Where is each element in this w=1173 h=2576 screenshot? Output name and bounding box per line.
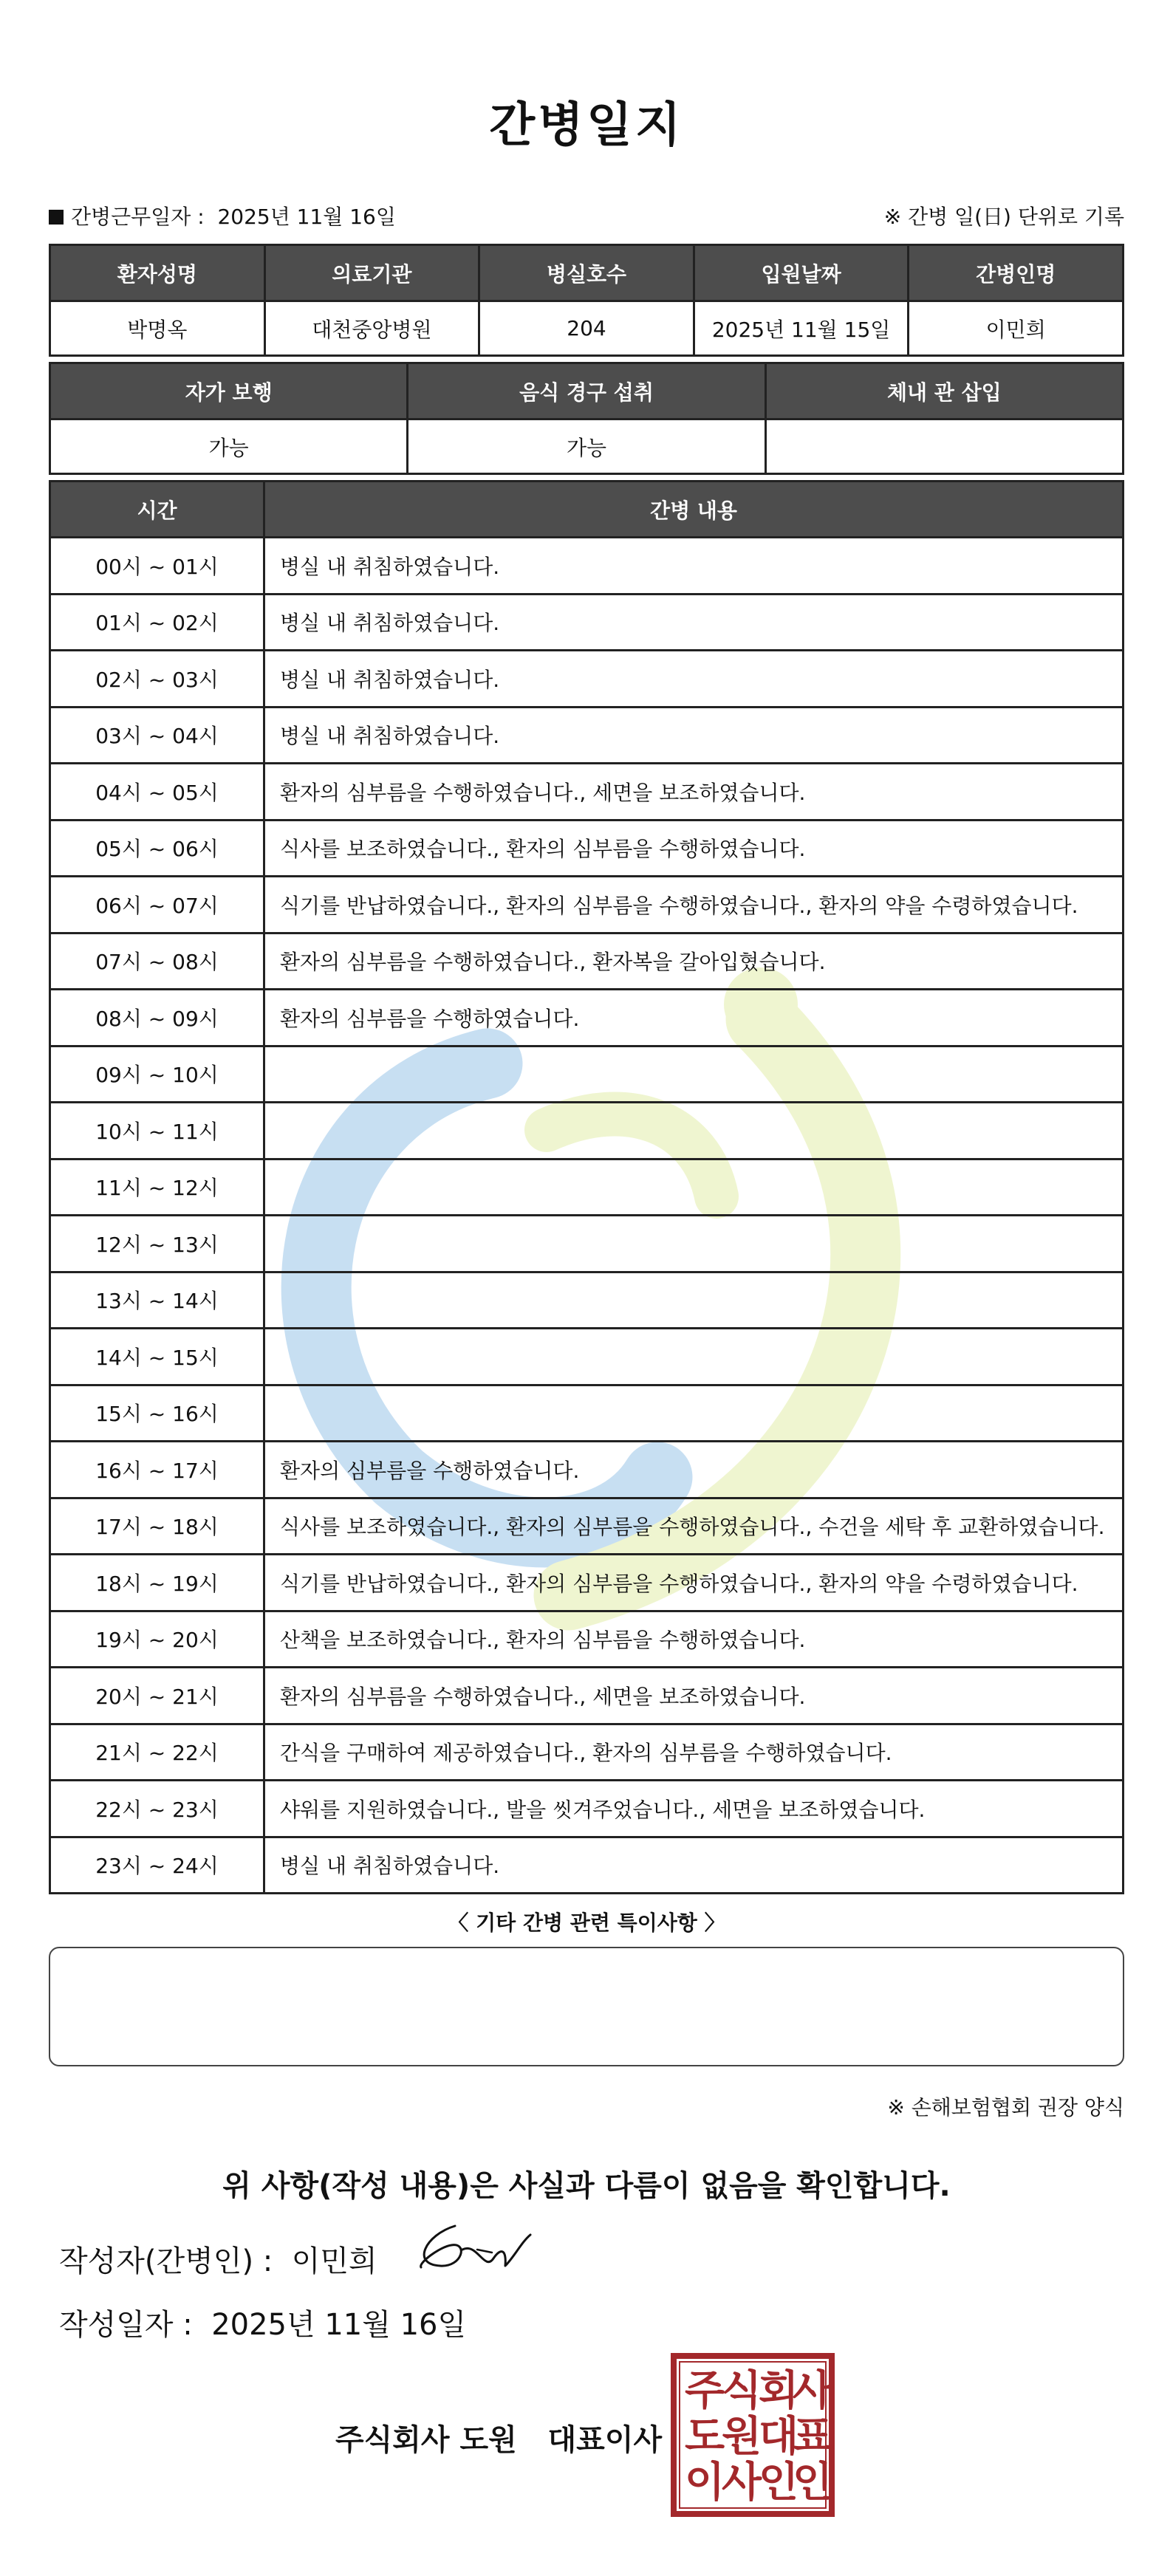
admission-date: 2025년 11월 15일 [694,301,909,356]
log-body [50,538,1124,1894]
log-time: 13시 ~ 14시 [50,1272,264,1329]
writer-label: 작성자(간병인) : [59,2244,273,2278]
log-content: 환자의 심부름을 수행하였습니다., 세면을 보조하였습니다. [264,764,1124,821]
header-patient-name: 환자성명 [50,245,265,301]
log-row [50,1385,1124,1442]
log-time: 20시 ~ 21시 [50,1668,264,1724]
log-content: 식기를 반납하였습니다., 환자의 심부름을 수행하였습니다., 환자의 약을 수령하였습니다. [264,877,1124,934]
status-header-row [50,363,1124,419]
log-row [50,1611,1124,1668]
log-time: 15시 ~ 16시 [50,1385,264,1442]
log-row [50,1272,1124,1329]
log-content [264,1159,1124,1216]
log-content: 병실 내 취침하였습니다. [264,651,1124,708]
log-content: 병실 내 취침하였습니다. [264,1837,1124,1894]
header-caregiver-name: 간병인명 [909,245,1124,301]
log-time: 06시 ~ 07시 [50,877,264,934]
oral-intake-value: 가능 [408,419,765,474]
log-time: 18시 ~ 19시 [50,1555,264,1611]
header-self-walking: 자가 보행 [50,363,408,419]
log-row [50,1159,1124,1216]
care-log-table [49,480,1124,1894]
page-title: 간병일지 [489,98,684,153]
patient-info-value-row [50,301,1124,356]
company-representative: 주식회사 도원 대표이사 [335,2423,663,2457]
log-row [50,1103,1124,1159]
log-content: 간식을 구매하여 제공하였습니다., 환자의 심부름을 수행하였습니다. [264,1724,1124,1781]
special-notes-box [49,1947,1124,2066]
log-content [264,1329,1124,1385]
patient-status-table [49,362,1124,475]
log-content: 샤워를 지원하였습니다., 발을 씻겨주었습니다., 세면을 보조하였습니다. [264,1781,1124,1837]
log-time: 02시 ~ 03시 [50,651,264,708]
log-time: 11시 ~ 12시 [50,1159,264,1216]
log-content [264,1216,1124,1272]
unit-note: ※ 간병 일(日) 단위로 기록 [883,205,1124,229]
log-time: 09시 ~ 10시 [50,1046,264,1103]
header-admission-date: 입원날짜 [694,245,909,301]
log-time: 14시 ~ 15시 [50,1329,264,1385]
svg-text:표: 표 [792,2413,833,2461]
header-room-number: 병실호수 [479,245,694,301]
log-row [50,594,1124,651]
room-number: 204 [479,301,694,356]
log-time: 21시 ~ 22시 [50,1724,264,1781]
log-row [50,1442,1124,1498]
svg-text:인: 인 [792,2459,833,2507]
header-oral-intake: 음식 경구 섭취 [408,363,765,419]
log-row [50,990,1124,1046]
log-row [50,1724,1124,1781]
written-date-label: 작성일자 : [59,2308,193,2342]
log-time: 10시 ~ 11시 [50,1103,264,1159]
log-time: 12시 ~ 13시 [50,1216,264,1272]
svg-text:도: 도 [684,2413,725,2461]
log-row [50,1216,1124,1272]
log-row [50,707,1124,764]
log-content: 환자의 심부름을 수행하였습니다. [264,1442,1124,1498]
patient-info-header-row [50,245,1124,301]
written-date-value: 2025년 11월 16일 [211,2308,467,2342]
log-row [50,933,1124,990]
company-seal [669,2351,836,2518]
work-date-label: 간병근무일자 : [71,205,205,229]
log-time: 23시 ~ 24시 [50,1837,264,1894]
log-time: 08시 ~ 09시 [50,990,264,1046]
special-notes-title: 〈 기타 간병 관련 특이사항 〉 [448,1911,725,1935]
header-tube-insertion: 체내 관 삽입 [765,363,1123,419]
log-content: 병실 내 취침하였습니다. [264,707,1124,764]
log-time: 03시 ~ 04시 [50,707,264,764]
log-time: 22시 ~ 23시 [50,1781,264,1837]
log-content [264,1385,1124,1442]
log-content: 병실 내 취침하였습니다. [264,538,1124,595]
log-time: 07시 ~ 08시 [50,933,264,990]
log-content [264,1046,1124,1103]
writer-name: 이민희 [291,2244,377,2278]
log-time: 01시 ~ 02시 [50,594,264,651]
caregiver-name: 이민희 [909,301,1124,356]
log-row [50,1668,1124,1724]
log-content: 병실 내 취침하였습니다. [264,594,1124,651]
writer-line [59,2238,377,2280]
log-content: 환자의 심부름을 수행하였습니다., 환자복을 갈아입혔습니다. [264,933,1124,990]
log-content [264,1103,1124,1159]
log-time: 00시 ~ 01시 [50,538,264,595]
log-row [50,877,1124,934]
log-time: 05시 ~ 06시 [50,820,264,877]
log-time: 04시 ~ 05시 [50,764,264,821]
svg-text:주: 주 [684,2367,725,2415]
log-row [50,1046,1124,1103]
log-row [50,820,1124,877]
log-row [50,538,1124,595]
log-row [50,1498,1124,1555]
log-content: 산책을 보조하였습니다., 환자의 심부름을 수행하였습니다. [264,1611,1124,1668]
svg-text:회: 회 [758,2367,799,2415]
status-value-row [50,419,1124,474]
log-header-row [50,482,1124,538]
header-time: 시간 [50,482,264,538]
log-time: 19시 ~ 20시 [50,1611,264,1668]
log-content: 식기를 반납하였습니다., 환자의 심부름을 수행하였습니다., 환자의 약을 수령하였습니다. [264,1555,1124,1611]
log-time: 17시 ~ 18시 [50,1498,264,1555]
svg-text:인: 인 [758,2459,799,2507]
log-content: 식사를 보조하였습니다., 환자의 심부름을 수행하였습니다. [264,820,1124,877]
patient-info-table [49,244,1124,357]
svg-text:이: 이 [684,2459,725,2507]
log-time: 16시 ~ 17시 [50,1442,264,1498]
signature-image [411,2220,536,2286]
log-row [50,1329,1124,1385]
header-hospital: 의료기관 [264,245,479,301]
self-walking-value: 가능 [50,419,408,474]
svg-text:식: 식 [721,2367,762,2415]
square-bullet-icon [49,210,64,225]
work-date-value: 2025년 11월 16일 [217,205,396,229]
work-date-line [49,201,396,230]
log-row [50,651,1124,708]
log-content: 환자의 심부름을 수행하였습니다. [264,990,1124,1046]
log-row [50,764,1124,821]
recommend-note: ※ 손해보험협회 권장 양식 [887,2095,1124,2120]
confirmation-statement: 위 사항(작성 내용)은 사실과 다름이 없음을 확인합니다. [222,2169,951,2203]
log-row [50,1781,1124,1837]
written-date-line [59,2301,466,2343]
log-content [264,1272,1124,1329]
svg-text:원: 원 [721,2413,762,2461]
svg-text:사: 사 [792,2367,833,2415]
hospital-name: 대천중앙병원 [264,301,479,356]
log-content: 식사를 보조하였습니다., 환자의 심부름을 수행하였습니다., 수건을 세탁 후 교환하였습니다. [264,1498,1124,1555]
log-content: 환자의 심부름을 수행하였습니다., 세면을 보조하였습니다. [264,1668,1124,1724]
tube-insertion-value [765,419,1123,474]
header-care-content: 간병 내용 [264,482,1124,538]
svg-text:대: 대 [758,2413,799,2461]
patient-name: 박명옥 [50,301,265,356]
svg-text:사: 사 [721,2459,762,2507]
log-row [50,1837,1124,1894]
log-row [50,1555,1124,1611]
